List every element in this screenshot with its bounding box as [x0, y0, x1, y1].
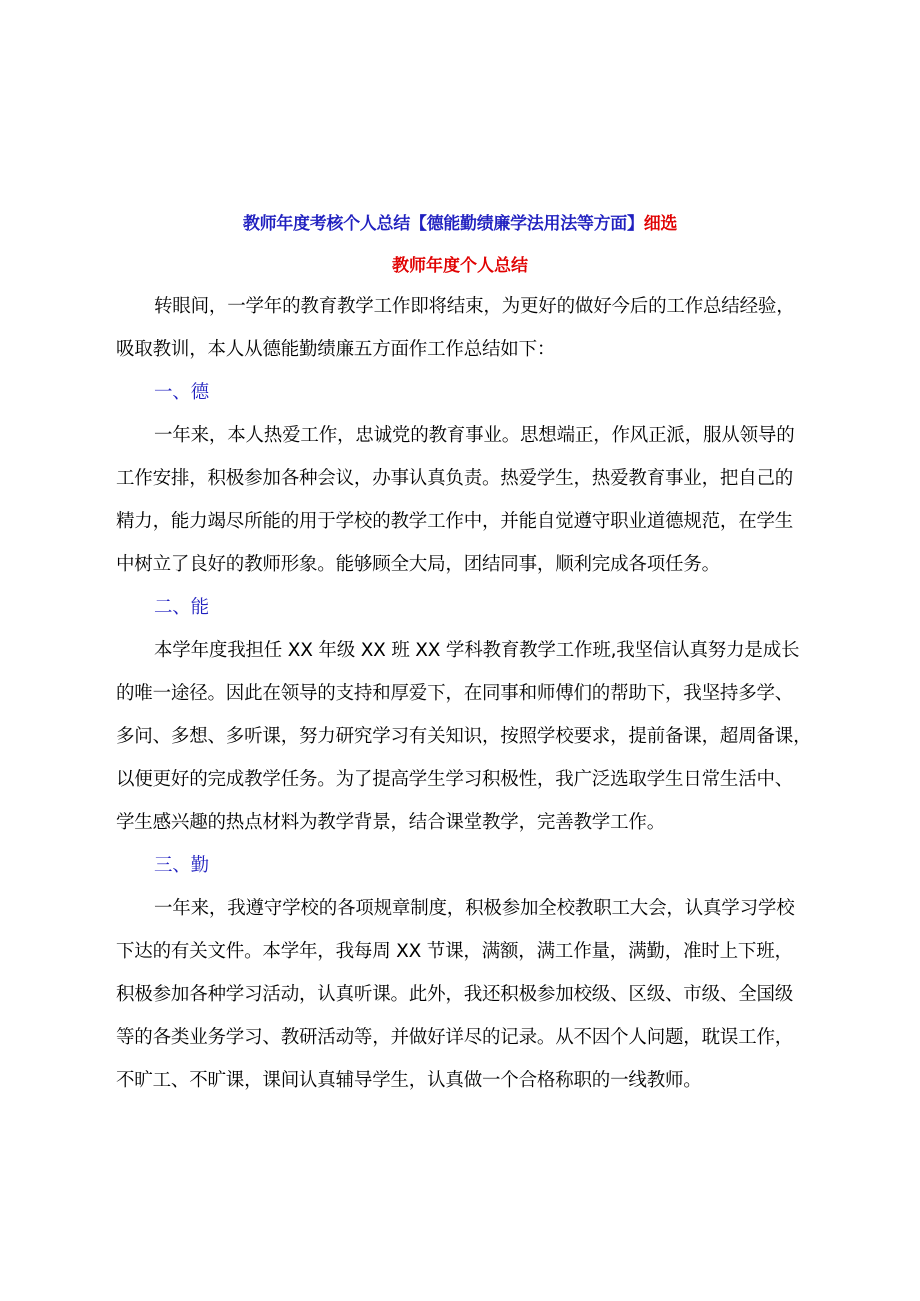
- paragraph-line: 工作安排，积极参加各种会议，办事认真负责。热爱学生，热爱教育事业，把自己的: [116, 468, 794, 489]
- paragraph-line: 精力，能力竭尽所能的用于学校的教学工作中，并能自觉遵守职业道德规范，在学生: [116, 511, 794, 532]
- paragraph-line: 学生感兴趣的热点材料为教学背景，结合课堂教学，完善教学工作。: [116, 812, 666, 833]
- section-heading-qin: 三、勤: [154, 855, 209, 876]
- section-heading-neng: 二、能: [154, 597, 209, 618]
- paragraph-line: 等的各类业务学习、教研活动等，并做好详尽的记录。从不因个人问题，耽误工作，: [116, 1027, 794, 1048]
- paragraph-line: 一年来，本人热爱工作，忠诚党的教育事业。思想端正，作风正派，服从领导的: [154, 425, 795, 446]
- intro-line: 转眼间，一学年的教育教学工作即将结束，为更好的做好今后的工作总结经验，: [154, 296, 795, 317]
- paragraph-line: 下达的有关文件。本学年，我每周 XX 节课，满额，满工作量，满勤，准时上下班，: [116, 941, 793, 962]
- paragraph-line: 以便更好的完成教学任务。为了提高学生学习积极性，我广泛选取学生日常生活中、: [116, 769, 794, 790]
- paragraph-line: 中树立了良好的教师形象。能够顾全大局，团结同事，顺利完成各项任务。: [116, 554, 720, 575]
- document-title-suffix: 细选: [643, 214, 678, 234]
- paragraph-line: 多问、多想、多听课，努力研究学习有关知识，按照学校要求，提前备课，超周备课，: [116, 726, 812, 747]
- paragraph-line: 一年来，我遵守学校的各项规章制度，积极参加全校教职工大会，认真学习学校: [154, 898, 795, 919]
- paragraph-line: 本学年度我担任 XX 年级 XX 班 XX 学科教育教学工作班,我坚信认真努力是成长: [154, 640, 800, 661]
- section-heading-de: 一、德: [154, 382, 209, 403]
- document-title: [0, 212, 920, 236]
- paragraph-line: 积极参加各种学习活动，认真听课。此外，我还积极参加校级、区级、市级、全国级: [116, 984, 794, 1005]
- paragraph-line: 的唯一途径。因此在领导的支持和厚爱下，在同事和师傅们的帮助下，我坚持多学、: [116, 683, 794, 704]
- document-subtitle: 教师年度个人总结: [392, 256, 528, 276]
- paragraph-line: 不旷工、不旷课，课间认真辅导学生，认真做一个合格称职的一线教师。: [116, 1070, 702, 1091]
- document-title-main: 教师年度考核个人总结【德能勤绩廉学法用法等方面】: [242, 214, 644, 234]
- intro-line: 吸取教训，本人从德能勤绩廉五方面作工作总结如下：: [116, 339, 556, 360]
